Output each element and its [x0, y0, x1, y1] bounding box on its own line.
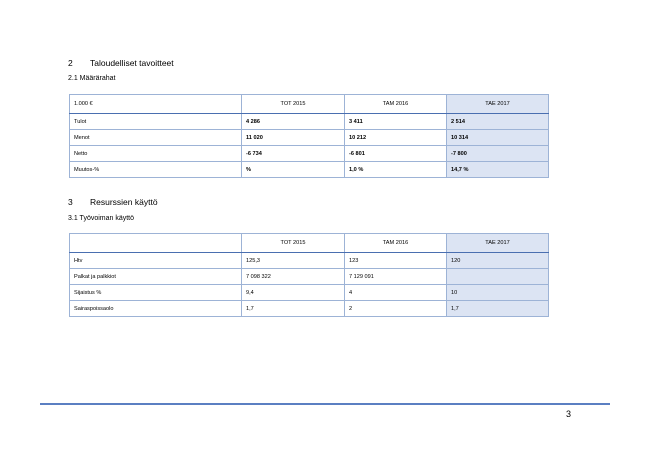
header-cell: TOT 2015 [242, 234, 345, 253]
table-cell: 4 [345, 285, 447, 301]
row-label: Netto [70, 146, 242, 162]
table-cell: 7 098 322 [242, 269, 345, 285]
subsection-3-1-heading: 3.1 Työvoiman käyttö [68, 215, 135, 222]
table-cell: 4 286 [242, 114, 345, 130]
table-header-row [70, 234, 549, 253]
table-cell: 120 [447, 253, 549, 269]
table-cell: -6 801 [345, 146, 447, 162]
section-2-heading [68, 58, 174, 68]
table-header-row [70, 95, 549, 114]
table-cell: 3 411 [345, 114, 447, 130]
table-row [70, 269, 549, 285]
table-cell: 2 514 [447, 114, 549, 130]
table-row [70, 114, 549, 130]
table-cell: 10 314 [447, 130, 549, 146]
row-label: Sijaistus % [70, 285, 242, 301]
row-label: Tulot [70, 114, 242, 130]
table-row [70, 285, 549, 301]
section-3-title: Resurssien käyttö [90, 197, 158, 207]
table-cell: 10 [447, 285, 549, 301]
table-cell: 123 [345, 253, 447, 269]
subsection-2-1-heading: 2.1 Määrärahat [68, 75, 116, 82]
table-cell: -7 800 [447, 146, 549, 162]
header-cell: TOT 2015 [242, 95, 345, 114]
header-cell: TAE 2017 [447, 95, 549, 114]
row-label: Htv [70, 253, 242, 269]
table-cell: 7 129 091 [345, 269, 447, 285]
table-cell: 1,7 [447, 301, 549, 317]
row-label: Menot [70, 130, 242, 146]
table-cell: -6 734 [242, 146, 345, 162]
table-cell: 11 020 [242, 130, 345, 146]
table-cell: 2 [345, 301, 447, 317]
table-row [70, 146, 549, 162]
footer-divider [40, 403, 610, 405]
section-2-title: Taloudelliset tavoitteet [90, 58, 174, 68]
header-cell [70, 234, 242, 253]
section-3-number: 3 [68, 197, 73, 207]
page-number: 3 [566, 409, 572, 419]
table-row [70, 162, 549, 178]
table-cell: % [242, 162, 345, 178]
table-cell [447, 269, 549, 285]
section-3-heading [68, 197, 158, 207]
table-cell: 1,0 % [345, 162, 447, 178]
table-row [70, 301, 549, 317]
table-cell: 9,4 [242, 285, 345, 301]
appropriations-table [69, 94, 549, 178]
table-cell: 125,3 [242, 253, 345, 269]
row-label: Sairaspoissaolo [70, 301, 242, 317]
header-cell: TAM 2016 [345, 234, 447, 253]
row-label: Muutos-% [70, 162, 242, 178]
table-cell: 1,7 [242, 301, 345, 317]
section-2-number: 2 [68, 58, 73, 68]
header-cell: TAM 2016 [345, 95, 447, 114]
row-label: Palkat ja palkkiot [70, 269, 242, 285]
table-row [70, 130, 549, 146]
table-cell: 14,7 % [447, 162, 549, 178]
header-cell: 1.000 € [70, 95, 242, 114]
workforce-table [69, 233, 549, 317]
header-cell: TAE 2017 [447, 234, 549, 253]
table-cell: 10 212 [345, 130, 447, 146]
table-row [70, 253, 549, 269]
